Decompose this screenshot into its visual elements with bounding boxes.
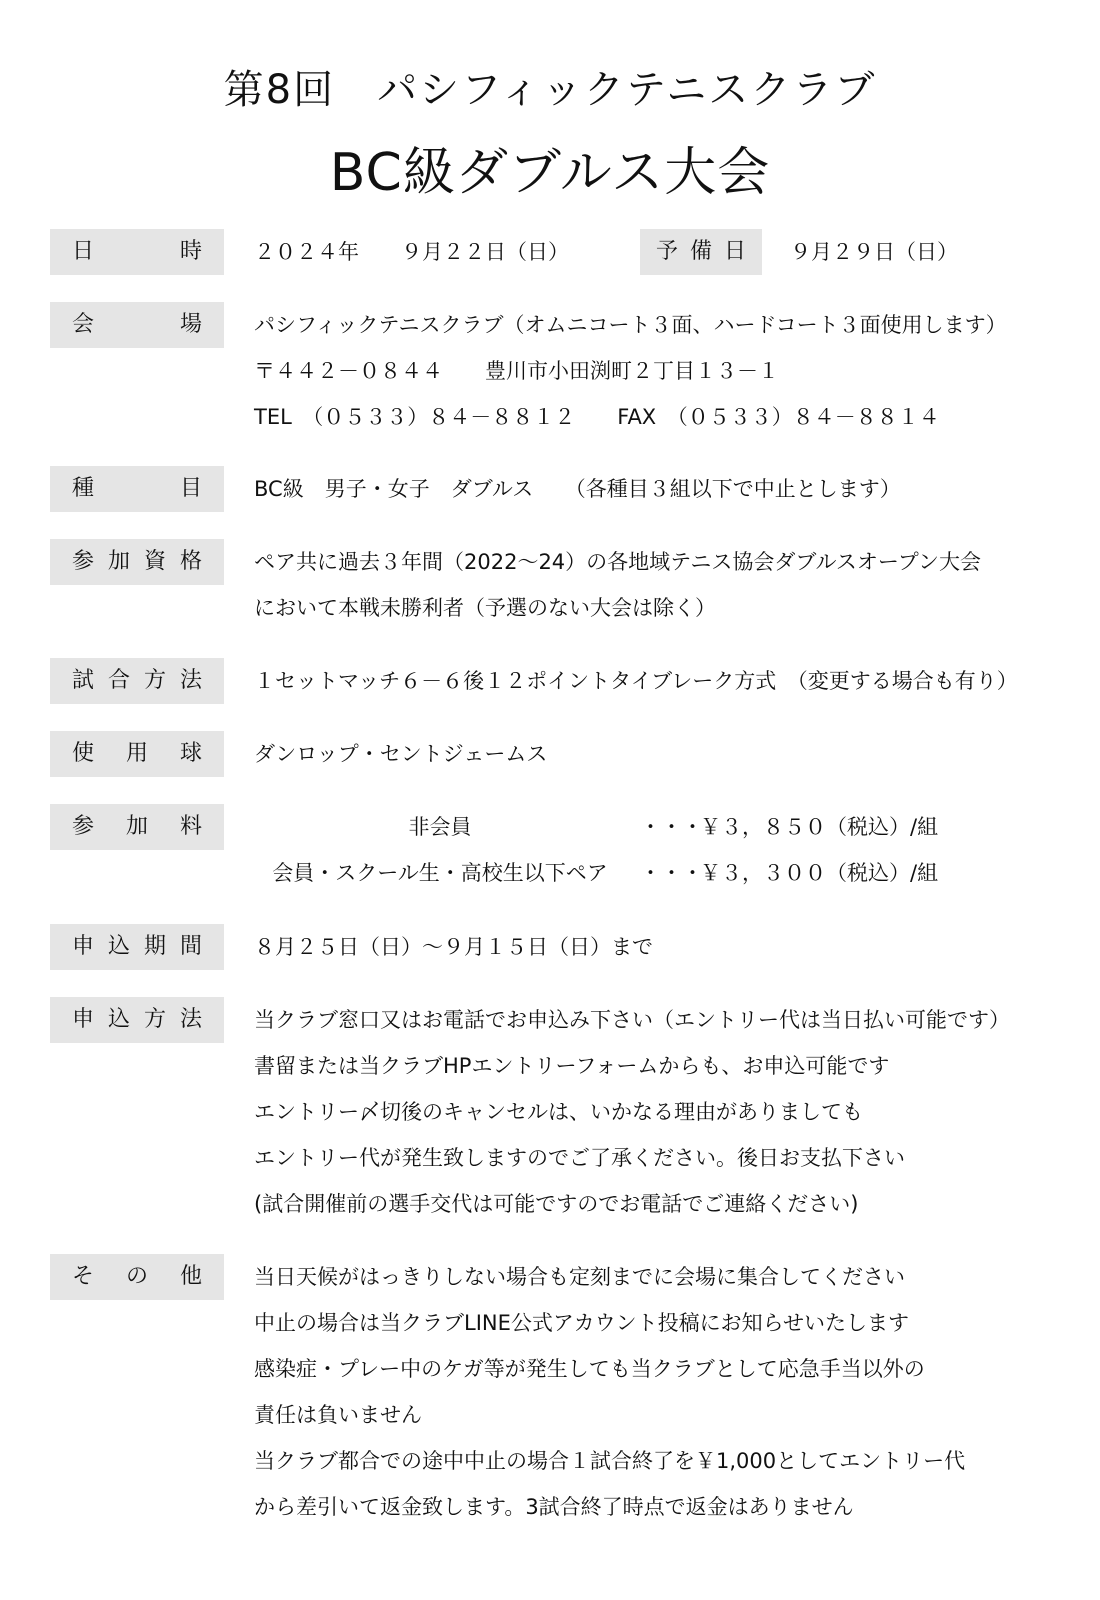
label-char: 法 [179, 1007, 202, 1032]
venue-address: 〒４４２－０８４４ 豊川市小田渕町２丁目１３－１ [254, 359, 779, 383]
label-char: 参 [72, 549, 95, 574]
label-char: 球 [179, 741, 202, 766]
title-line-2: BC級ダブルス大会 [329, 143, 771, 203]
datetime-spare: ９月２９日（日） [790, 240, 958, 264]
label-char: 用 [125, 741, 148, 766]
title-line-1: 第8回 パシフィックテニスクラブ [223, 67, 877, 113]
label-datetime [50, 229, 224, 275]
ball-text: ダンロップ・セントジェームス [254, 742, 548, 766]
other-line-5: 当クラブ都合での途中中止の場合１試合終了を￥1,000としてエントリー代 [254, 1449, 966, 1473]
label-char: 会 [72, 312, 95, 337]
label-char: 日 [723, 239, 746, 264]
label-method [50, 997, 224, 1043]
format-text: １セットマッチ６－６後１２ポイントタイブレーク方式 （変更する場合も有り） [254, 669, 1018, 693]
eligibility-line-1: ペア共に過去３年間（2022～24）の各地域テニス協会ダブルスオープン大会 [254, 550, 981, 574]
label-char: 参 [72, 814, 95, 839]
method-line-2: 書留または当クラブHPエントリーフォームからも、お申込可能です [254, 1054, 890, 1078]
label-char: 試 [72, 668, 95, 693]
fee-row-1-dots: ・・・ [640, 815, 703, 839]
label-char: 資 [143, 549, 166, 574]
label-char: 込 [107, 934, 130, 959]
event-text: BC級 男子・女子 ダブルス （各種目３組以下で中止とします） [254, 477, 901, 501]
label-fee [50, 804, 224, 850]
label-char: 加 [107, 549, 130, 574]
label-char: 備 [689, 239, 712, 264]
label-ball [50, 731, 224, 777]
label-char: 方 [143, 668, 166, 693]
label-char: 格 [179, 549, 202, 574]
label-char: 種 [72, 476, 95, 501]
other-line-4: 責任は負いません [254, 1403, 422, 1427]
label-char: 申 [72, 934, 95, 959]
label-char: 目 [179, 476, 202, 501]
label-char: 料 [179, 814, 202, 839]
fee-row-1-category: 非会員 [408, 815, 472, 839]
method-line-1: 当クラブ窓口又はお電話でお申込み下さい（エントリー代は当日払い可能です） [254, 1008, 1010, 1032]
method-line-4: エントリー代が発生致しますのでご了承ください。後日お支払下さい [254, 1146, 905, 1170]
label-char: 日 [72, 239, 95, 264]
method-line-5: (試合開催前の選手交代は可能ですのでお電話でご連絡ください) [254, 1192, 859, 1216]
label-char: 方 [143, 1007, 166, 1032]
label-char: 場 [179, 312, 202, 337]
label-char: 間 [179, 934, 202, 959]
other-line-1: 当日天候がはっきりしない場合も定刻までに会場に集合してください [254, 1265, 905, 1289]
label-event [50, 466, 224, 512]
label-char: 込 [107, 1007, 130, 1032]
label-spare-date [640, 229, 762, 275]
label-char: 合 [107, 668, 130, 693]
period-text: ８月２５日（日）～９月１５日（日）まで [254, 935, 653, 959]
other-line-6: から差引いて返金致します。3試合終了時点で返金はありません [254, 1495, 854, 1519]
label-char: 期 [143, 934, 166, 959]
fee-row-2-price: ￥３，３００（税込）/組 [700, 861, 939, 885]
label-char: 使 [72, 741, 95, 766]
eligibility-line-2: において本戦未勝利者（予選のない大会は除く） [254, 596, 716, 620]
label-char: の [125, 1264, 148, 1289]
label-char: 予 [656, 239, 679, 264]
other-line-3: 感染症・プレー中のケガ等が発生しても当クラブとして応急手当以外の [254, 1357, 925, 1381]
label-other [50, 1254, 224, 1300]
fee-row-2-category: 会員・スクール生・高校生以下ペア [272, 861, 608, 885]
label-format [50, 658, 224, 704]
label-eligibility [50, 539, 224, 585]
method-line-3: エントリー〆切後のキャンセルは、いかなる理由がありましても [254, 1100, 863, 1124]
fee-row-1-price: ￥３，８５０（税込）/組 [700, 815, 939, 839]
venue-name: パシフィックテニスクラブ（オムニコート３面、ハードコート３面使用します） [254, 313, 1007, 337]
label-venue [50, 302, 224, 348]
label-period [50, 924, 224, 970]
label-char: 申 [72, 1007, 95, 1032]
label-char: 加 [125, 814, 148, 839]
label-char: そ [72, 1264, 95, 1289]
fee-row-2-dots: ・・・ [640, 861, 703, 885]
label-char: 法 [179, 668, 202, 693]
other-line-2: 中止の場合は当クラブLINE公式アカウント投稿にお知らせいたします [254, 1311, 910, 1335]
datetime-main: ２０２４年 ９月２２日（日） [254, 240, 569, 264]
venue-phone-fax: TEL （０５３３）８４－８８１２ FAX （０５３３）８４－８８１４ [254, 405, 940, 429]
label-char: 時 [179, 239, 202, 264]
label-char: 他 [179, 1264, 202, 1289]
